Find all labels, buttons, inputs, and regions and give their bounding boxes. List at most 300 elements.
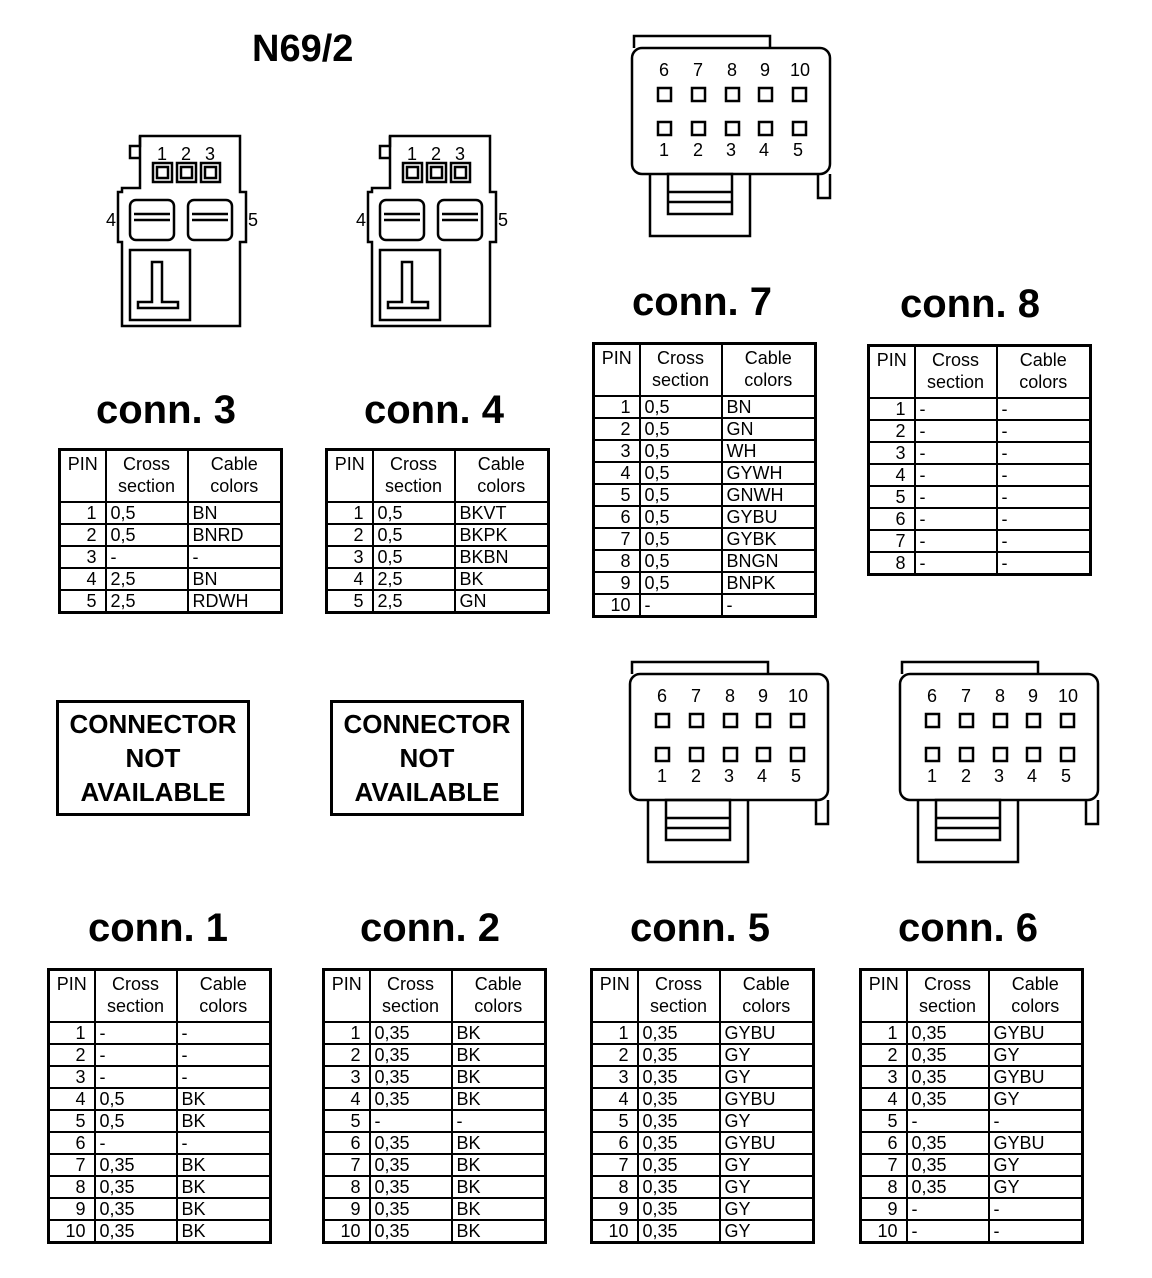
table-header-row: [327, 450, 549, 503]
header-cable-colors: [188, 450, 282, 503]
cross-section-cell: 0,5: [640, 528, 722, 550]
cross-section-cell: 0,5: [640, 572, 722, 594]
header-cable-colors-line: colors: [1011, 996, 1060, 1016]
table-row: [869, 464, 1091, 486]
pin-cell: 8: [324, 1176, 370, 1198]
pin-cell: 10: [49, 1220, 95, 1243]
header-cross-section-line: Cross: [389, 454, 437, 474]
pin-label: 8: [725, 686, 736, 706]
table-row: [592, 1110, 814, 1132]
cross-section-cell: 0,35: [95, 1154, 177, 1176]
header-cable-colors-line: colors: [477, 476, 526, 496]
pin-cell: 2: [869, 420, 915, 442]
cross-section-cell: 0,35: [370, 1022, 452, 1044]
cable-color-cell: GY: [720, 1044, 814, 1066]
cross-section-cell: 0,35: [638, 1132, 720, 1154]
pin-cell: 3: [327, 546, 373, 568]
cross-section-cell: -: [915, 442, 997, 464]
cross-section-cell: -: [907, 1220, 989, 1243]
connector-drawing-conn5: [618, 656, 838, 871]
pin-label: 5: [498, 210, 509, 230]
pin-label: 3: [726, 140, 737, 160]
cable-color-cell: BK: [452, 1220, 546, 1243]
cross-section-cell: 0,5: [373, 524, 455, 546]
pin-label: 5: [793, 140, 804, 160]
header-cross-section-line: section: [384, 476, 443, 496]
pin-cell: 4: [594, 462, 640, 484]
connector-drawing-conn7-8: [620, 30, 840, 245]
not-available-line: CONNECTOR: [69, 709, 237, 739]
table-header-row: [60, 450, 282, 503]
header-cross-section-line: Cross: [122, 454, 170, 474]
table-row: [861, 1176, 1083, 1198]
pin-label: 10: [788, 686, 809, 706]
table-row: [592, 1220, 814, 1243]
pin-cell: 7: [49, 1154, 95, 1176]
cross-section-cell: 2,5: [106, 590, 188, 613]
cross-section-cell: 0,35: [638, 1176, 720, 1198]
pin-cell: 4: [869, 464, 915, 486]
cross-section-cell: 0,5: [640, 550, 722, 572]
pin-cell: 7: [869, 530, 915, 552]
cable-color-cell: -: [997, 398, 1091, 420]
cable-color-cell: -: [997, 552, 1091, 575]
pin-cell: 1: [861, 1022, 907, 1044]
pin-table-conn2: [322, 968, 547, 1244]
pin-cell: 2: [592, 1044, 638, 1066]
cross-section-cell: -: [95, 1022, 177, 1044]
pin-label: 5: [791, 766, 802, 786]
header-pin: PIN: [324, 970, 370, 1023]
cross-section-cell: 0,5: [640, 506, 722, 528]
cable-color-cell: GY: [989, 1154, 1083, 1176]
table-row: [49, 1066, 271, 1088]
table-row: [861, 1066, 1083, 1088]
cross-section-cell: 0,35: [370, 1044, 452, 1066]
pin-cell: 1: [327, 502, 373, 524]
header-cable-colors-line: Cable: [742, 974, 790, 994]
cable-color-cell: BK: [177, 1220, 271, 1243]
header-cross-section-line: section: [918, 996, 977, 1016]
header-pin: PIN: [594, 344, 640, 397]
table-row: [592, 1044, 814, 1066]
table-row: [869, 398, 1091, 420]
table-row: [594, 594, 816, 617]
pin-cell: 9: [324, 1198, 370, 1220]
conn7-title: conn. 7: [632, 280, 773, 324]
pin-cell: 2: [327, 524, 373, 546]
table-row: [49, 1132, 271, 1154]
cable-color-cell: -: [722, 594, 816, 617]
pin-cell: 2: [594, 418, 640, 440]
pin-cell: 9: [592, 1198, 638, 1220]
cable-color-cell: BN: [188, 568, 282, 590]
header-cable-colors: [722, 344, 816, 397]
header-cable-colors-line: Cable: [474, 974, 522, 994]
table-row: [869, 420, 1091, 442]
cross-section-cell: 0,5: [373, 546, 455, 568]
header-cable-colors-line: Cable: [1011, 974, 1059, 994]
header-cross-section-line: section: [649, 996, 708, 1016]
pin-table-conn5: [590, 968, 815, 1244]
header-cross-section-line: Cross: [386, 974, 434, 994]
cross-section-cell: -: [370, 1110, 452, 1132]
cross-section-cell: 0,35: [907, 1066, 989, 1088]
pin-cell: 3: [594, 440, 640, 462]
cable-color-cell: GYBU: [722, 506, 816, 528]
pin-cell: 1: [324, 1022, 370, 1044]
cross-section-cell: -: [915, 398, 997, 420]
table-row: [60, 502, 282, 524]
cross-section-cell: -: [915, 552, 997, 575]
table-row: [49, 1198, 271, 1220]
cable-color-cell: BK: [177, 1176, 271, 1198]
pin-cell: 9: [594, 572, 640, 594]
table-row: [49, 1220, 271, 1243]
cross-section-cell: 0,35: [370, 1220, 452, 1243]
header-cross-section: [638, 970, 720, 1023]
header-cross-section-line: section: [106, 996, 165, 1016]
main-title: N69/2: [252, 28, 354, 70]
pin-label: 5: [1061, 766, 1072, 786]
cable-color-cell: BKBN: [455, 546, 549, 568]
cable-color-cell: -: [177, 1044, 271, 1066]
cable-color-cell: GY: [720, 1198, 814, 1220]
cross-section-cell: 0,35: [638, 1154, 720, 1176]
cable-color-cell: GY: [720, 1220, 814, 1243]
pin-cell: 6: [49, 1132, 95, 1154]
cable-color-cell: -: [997, 486, 1091, 508]
header-cross-section-line: Cross: [111, 974, 159, 994]
cross-section-cell: 0,35: [638, 1088, 720, 1110]
cable-color-cell: BK: [177, 1154, 271, 1176]
pin-cell: 6: [594, 506, 640, 528]
cross-section-cell: 0,35: [638, 1220, 720, 1243]
header-cross-section-line: section: [926, 372, 985, 392]
table-row: [49, 1022, 271, 1044]
table-row: [861, 1044, 1083, 1066]
cross-section-cell: 0,5: [640, 418, 722, 440]
table-row: [861, 1022, 1083, 1044]
header-cross-section: [915, 346, 997, 399]
cross-section-cell: 0,35: [95, 1176, 177, 1198]
table-row: [861, 1088, 1083, 1110]
table-row: [592, 1176, 814, 1198]
cable-color-cell: RDWH: [188, 590, 282, 613]
cable-color-cell: -: [452, 1110, 546, 1132]
table-row: [324, 1044, 546, 1066]
pin-cell: 8: [869, 552, 915, 575]
not-available-line: AVAILABLE: [80, 777, 226, 807]
table-row: [49, 1044, 271, 1066]
not-available-line: NOT: [125, 743, 181, 773]
header-pin: PIN: [592, 970, 638, 1023]
pin-cell: 2: [861, 1044, 907, 1066]
table-row: [49, 1088, 271, 1110]
pin-label: 7: [693, 60, 704, 80]
pin-cell: 4: [324, 1088, 370, 1110]
table-row: [49, 1176, 271, 1198]
pin-cell: 10: [594, 594, 640, 617]
pin-label: 2: [181, 144, 192, 164]
header-cable-colors-line: Cable: [744, 348, 792, 368]
pin-label: 8: [727, 60, 738, 80]
header-cross-section: [373, 450, 455, 503]
pin-label: 3: [455, 144, 466, 164]
cable-color-cell: -: [989, 1110, 1083, 1132]
table-header-row: [49, 970, 271, 1023]
pin-cell: 10: [861, 1220, 907, 1243]
cable-color-cell: BN: [722, 396, 816, 418]
table-row: [861, 1132, 1083, 1154]
header-cable-colors: [455, 450, 549, 503]
table-header-row: [869, 346, 1091, 399]
header-cross-section: [95, 970, 177, 1023]
pin-cell: 2: [324, 1044, 370, 1066]
pin-label: 7: [961, 686, 972, 706]
table-row: [869, 552, 1091, 575]
cross-section-cell: -: [915, 420, 997, 442]
pin-cell: 5: [869, 486, 915, 508]
cable-color-cell: BNPK: [722, 572, 816, 594]
pin-cell: 4: [327, 568, 373, 590]
pin-cell: 3: [861, 1066, 907, 1088]
header-cross-section: [370, 970, 452, 1023]
table-row: [327, 546, 549, 568]
cable-color-cell: BNGN: [722, 550, 816, 572]
pin-cell: 3: [60, 546, 106, 568]
cross-section-cell: -: [915, 464, 997, 486]
header-cable-colors-line: Cable: [199, 974, 247, 994]
not-available-line: CONNECTOR: [343, 709, 511, 739]
pin-cell: 7: [592, 1154, 638, 1176]
cross-section-cell: -: [106, 546, 188, 568]
pin-cell: 2: [60, 524, 106, 546]
cross-section-cell: -: [95, 1044, 177, 1066]
not-available-line: NOT: [399, 743, 455, 773]
pin-label: 4: [356, 210, 367, 230]
cross-section-cell: -: [915, 530, 997, 552]
cable-color-cell: BK: [452, 1044, 546, 1066]
pin-cell: 6: [592, 1132, 638, 1154]
table-row: [869, 508, 1091, 530]
cross-section-cell: -: [907, 1198, 989, 1220]
pin-cell: 2: [49, 1044, 95, 1066]
pin-cell: 9: [49, 1198, 95, 1220]
header-cross-section-line: Cross: [931, 350, 979, 370]
pin-cell: 10: [324, 1220, 370, 1243]
pin-cell: 8: [594, 550, 640, 572]
pin-cell: 3: [869, 442, 915, 464]
cross-section-cell: -: [915, 486, 997, 508]
pin-cell: 8: [49, 1176, 95, 1198]
cable-color-cell: -: [188, 546, 282, 568]
table-row: [592, 1132, 814, 1154]
pin-table-conn1: [47, 968, 272, 1244]
pin-cell: 5: [324, 1110, 370, 1132]
pin-cell: 5: [594, 484, 640, 506]
table-row: [60, 524, 282, 546]
cross-section-cell: 2,5: [373, 590, 455, 613]
pin-cell: 1: [60, 502, 106, 524]
pin-label: 1: [659, 140, 670, 160]
pin-cell: 4: [592, 1088, 638, 1110]
table-row: [594, 418, 816, 440]
table-row: [861, 1110, 1083, 1132]
pin-label: 6: [927, 686, 938, 706]
table-row: [594, 528, 816, 550]
pin-cell: 5: [861, 1110, 907, 1132]
cable-color-cell: -: [177, 1132, 271, 1154]
cross-section-cell: 0,35: [95, 1198, 177, 1220]
cross-section-cell: 0,5: [106, 502, 188, 524]
header-pin: PIN: [869, 346, 915, 399]
header-cross-section-line: section: [117, 476, 176, 496]
pin-label: 3: [205, 144, 216, 164]
pin-label: 1: [927, 766, 938, 786]
header-cross-section: [640, 344, 722, 397]
pin-label: 10: [1058, 686, 1079, 706]
table-row: [592, 1154, 814, 1176]
pin-cell: 7: [594, 528, 640, 550]
pin-cell: 4: [60, 568, 106, 590]
cable-color-cell: BK: [452, 1198, 546, 1220]
pin-cell: 6: [861, 1132, 907, 1154]
cross-section-cell: 0,35: [907, 1022, 989, 1044]
pin-table-conn7: [592, 342, 817, 618]
pin-cell: 9: [861, 1198, 907, 1220]
cable-color-cell: BK: [177, 1088, 271, 1110]
pin-label: 1: [407, 144, 418, 164]
cross-section-cell: 0,35: [907, 1176, 989, 1198]
cable-color-cell: BK: [452, 1066, 546, 1088]
header-cable-colors: [452, 970, 546, 1023]
connector-drawing-conn3: [100, 130, 260, 340]
table-row: [324, 1220, 546, 1243]
pin-label: 2: [431, 144, 442, 164]
pin-cell: 10: [592, 1220, 638, 1243]
pin-cell: 5: [60, 590, 106, 613]
table-row: [861, 1220, 1083, 1243]
pin-cell: 7: [324, 1154, 370, 1176]
pin-cell: 5: [49, 1110, 95, 1132]
table-row: [869, 486, 1091, 508]
pin-label: 9: [760, 60, 771, 80]
pin-cell: 3: [324, 1066, 370, 1088]
cross-section-cell: -: [95, 1132, 177, 1154]
pin-label: 10: [790, 60, 811, 80]
header-cross-section-line: section: [381, 996, 440, 1016]
cable-color-cell: BK: [452, 1088, 546, 1110]
cross-section-cell: 0,35: [638, 1110, 720, 1132]
pin-label: 8: [995, 686, 1006, 706]
table-row: [869, 530, 1091, 552]
header-cross-section-line: Cross: [923, 974, 971, 994]
header-cross-section-line: section: [651, 370, 710, 390]
table-row: [324, 1110, 546, 1132]
cross-section-cell: 0,35: [95, 1220, 177, 1243]
header-cable-colors-line: colors: [744, 370, 793, 390]
table-row: [324, 1088, 546, 1110]
table-row: [60, 546, 282, 568]
table-row: [861, 1198, 1083, 1220]
pin-label: 4: [1027, 766, 1038, 786]
table-row: [594, 550, 816, 572]
table-row: [594, 572, 816, 594]
cable-color-cell: BK: [452, 1132, 546, 1154]
connector-drawing-conn6: [888, 656, 1108, 871]
table-row: [592, 1198, 814, 1220]
cable-color-cell: GN: [455, 590, 549, 613]
pin-cell: 8: [861, 1176, 907, 1198]
pin-cell: 1: [594, 396, 640, 418]
pin-label: 1: [157, 144, 168, 164]
cable-color-cell: WH: [722, 440, 816, 462]
cross-section-cell: 0,35: [370, 1176, 452, 1198]
cable-color-cell: -: [177, 1066, 271, 1088]
table-row: [60, 590, 282, 613]
header-cable-colors-line: colors: [210, 476, 259, 496]
cable-color-cell: GYBU: [989, 1132, 1083, 1154]
pin-label: 3: [724, 766, 735, 786]
header-cable-colors-line: Cable: [1019, 350, 1067, 370]
header-pin: PIN: [60, 450, 106, 503]
table-row: [327, 568, 549, 590]
table-row: [861, 1154, 1083, 1176]
table-header-row: [324, 970, 546, 1023]
table-row: [594, 462, 816, 484]
cross-section-cell: 0,35: [370, 1132, 452, 1154]
pin-label: 4: [106, 210, 117, 230]
table-row: [327, 502, 549, 524]
cable-color-cell: BNRD: [188, 524, 282, 546]
header-cable-colors-line: colors: [742, 996, 791, 1016]
table-row: [594, 440, 816, 462]
cable-color-cell: GY: [989, 1088, 1083, 1110]
cable-color-cell: -: [997, 508, 1091, 530]
table-row: [324, 1154, 546, 1176]
table-row: [592, 1022, 814, 1044]
pin-label: 4: [759, 140, 770, 160]
table-row: [324, 1022, 546, 1044]
table-row: [594, 506, 816, 528]
cable-color-cell: -: [989, 1220, 1083, 1243]
cross-section-cell: 0,35: [907, 1154, 989, 1176]
cable-color-cell: GYBU: [989, 1022, 1083, 1044]
cross-section-cell: -: [907, 1110, 989, 1132]
cross-section-cell: 0,35: [907, 1088, 989, 1110]
cross-section-cell: 0,35: [370, 1198, 452, 1220]
pin-label: 5: [248, 210, 259, 230]
pin-cell: 5: [592, 1110, 638, 1132]
pin-label: 4: [757, 766, 768, 786]
header-pin: PIN: [327, 450, 373, 503]
pin-label: 3: [994, 766, 1005, 786]
pin-cell: 1: [592, 1022, 638, 1044]
header-cross-section: [106, 450, 188, 503]
table-row: [324, 1176, 546, 1198]
cable-color-cell: GYBK: [722, 528, 816, 550]
cable-color-cell: -: [997, 464, 1091, 486]
table-row: [49, 1110, 271, 1132]
header-cable-colors-line: colors: [474, 996, 523, 1016]
conn5-title: conn. 5: [630, 906, 771, 950]
cross-section-cell: 0,5: [640, 396, 722, 418]
cable-color-cell: BK: [177, 1110, 271, 1132]
cable-color-cell: GY: [720, 1176, 814, 1198]
cable-color-cell: BKVT: [455, 502, 549, 524]
pin-cell: 4: [49, 1088, 95, 1110]
